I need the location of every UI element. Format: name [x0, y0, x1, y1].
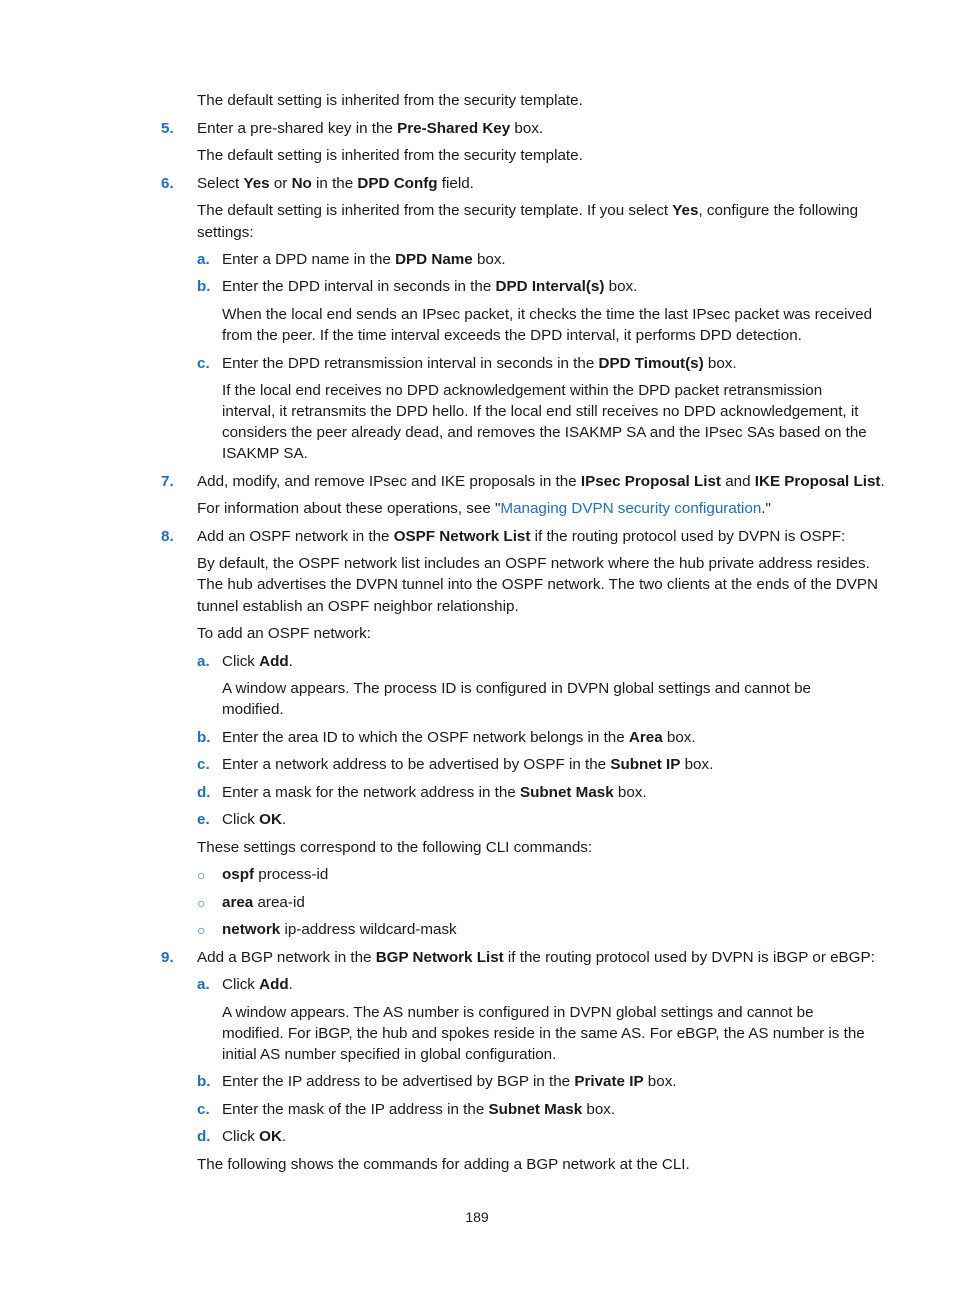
text-run: ospf	[222, 866, 255, 883]
text-line	[197, 1156, 690, 1174]
text-run: .	[281, 1128, 287, 1145]
text-line	[222, 653, 293, 671]
text-line	[197, 528, 845, 546]
text-run: network	[222, 921, 281, 938]
list-marker: 9.	[161, 949, 174, 966]
text-run: Enter the IP address to be advertised by BGP in the	[222, 1073, 575, 1090]
text-run: tunnel establish an OSPF neighbor relationship.	[197, 598, 519, 615]
text-run: No	[291, 175, 312, 192]
text-run: , configure the following	[698, 202, 859, 219]
text-line	[222, 1004, 814, 1022]
text-run: Click	[222, 653, 260, 670]
text-run: ISAKMP SA.	[222, 445, 308, 462]
list-marker: b.	[197, 1073, 211, 1090]
text-line	[222, 278, 637, 296]
text-run: box.	[613, 784, 647, 801]
text-run: .	[281, 811, 287, 828]
text-line	[197, 555, 870, 573]
text-run: Enter the area ID to which the OSPF network belongs in the	[222, 729, 629, 746]
text-run: modified. For iBGP, the hub and spokes reside in the same AS. For eBGP, the AS number is the	[222, 1025, 865, 1042]
text-line	[222, 327, 802, 345]
text-line	[197, 147, 583, 165]
text-run: DPD Name	[395, 251, 473, 268]
text-run: field.	[437, 175, 474, 192]
text-run: box.	[510, 120, 544, 137]
text-run: modified.	[222, 701, 284, 718]
text-run: A window appears. The AS number is configured in DVPN global settings and cannot be	[222, 1004, 814, 1021]
text-run: DPD Confg	[357, 175, 438, 192]
text-run: Enter a network address to be advertised by OSPF in the	[222, 756, 611, 773]
text-run: process-id	[254, 866, 329, 883]
list-marker: b.	[197, 729, 211, 746]
text-run: Add an OSPF network in the	[197, 528, 394, 545]
text-run: To add an OSPF network:	[197, 625, 371, 642]
text-run: Click	[222, 1128, 260, 1145]
text-run: Enter the DPD interval in seconds in the	[222, 278, 496, 295]
text-run: When the local end sends an IPsec packet, it checks the time the last IPsec packet was received	[222, 306, 873, 323]
list-marker: d.	[197, 784, 211, 801]
text-run: settings:	[197, 224, 254, 241]
text-line	[222, 251, 506, 269]
text-run: if the routing protocol used by DVPN is iBGP or eBGP:	[503, 949, 875, 966]
text-run: initial AS number specified in global configuration.	[222, 1046, 557, 1063]
text-line	[222, 355, 737, 373]
text-line	[222, 1025, 865, 1043]
text-line	[222, 445, 308, 463]
text-line	[222, 424, 867, 442]
list-marker: a.	[197, 653, 210, 670]
text-line	[222, 921, 457, 939]
list-marker: a.	[197, 251, 210, 268]
text-run: Add, modify, and remove IPsec and IKE proposals in the	[197, 473, 581, 490]
text-line	[222, 306, 872, 324]
text-line	[222, 403, 858, 421]
text-line	[222, 680, 811, 698]
text-run: .	[880, 473, 885, 490]
text-run: OK	[259, 1128, 282, 1145]
text-run: ."	[761, 500, 771, 517]
text-run: area-id	[253, 894, 305, 911]
list-marker: c.	[197, 355, 210, 372]
page-number: 189	[465, 1209, 489, 1225]
text-line	[197, 598, 519, 616]
text-line	[197, 500, 771, 518]
text-run: Enter the DPD retransmission interval in seconds in the	[222, 355, 599, 372]
text-line	[222, 894, 305, 912]
list-marker: e.	[197, 811, 210, 828]
list-marker: b.	[197, 278, 211, 295]
text-run: box.	[680, 756, 714, 773]
text-run: Enter a mask for the network address in the	[222, 784, 520, 801]
bullet-icon: ○	[197, 895, 206, 911]
text-run: DPD Interval(s)	[495, 278, 605, 295]
text-line	[197, 224, 254, 242]
text-run: box.	[703, 355, 737, 372]
text-line	[197, 175, 474, 193]
text-run: Private IP	[574, 1073, 644, 1090]
text-run: The default setting is inherited from the security template.	[197, 92, 583, 109]
text-run: Add	[259, 976, 289, 993]
text-run: in the	[311, 175, 358, 192]
text-line	[222, 866, 328, 884]
text-run: and	[720, 473, 755, 490]
list-marker: a.	[197, 976, 210, 993]
text-run: If the local end receives no DPD acknowledgement within the DPD packet retransmission	[222, 382, 823, 399]
text-run: The following shows the commands for adding a BGP network at the CLI.	[197, 1156, 690, 1173]
text-run: Subnet Mask	[488, 1101, 583, 1118]
list-marker: 8.	[161, 528, 174, 545]
text-line	[222, 756, 713, 774]
text-run: Yes	[672, 202, 699, 219]
text-line	[197, 92, 583, 110]
text-run: The hub advertises the DVPN tunnel into the OSPF network. The two clients at the ends of the DVPN	[197, 576, 878, 593]
bullet-icon: ○	[197, 867, 206, 883]
text-line	[197, 949, 875, 967]
cross-reference-link[interactable]: Managing DVPN security configuration	[500, 500, 762, 517]
text-line	[222, 784, 647, 802]
text-run: Pre-Shared Key	[397, 120, 511, 137]
text-run: IKE Proposal List	[754, 473, 881, 490]
text-line	[197, 202, 858, 220]
bullet-icon: ○	[197, 922, 206, 938]
text-run: Add a BGP network in the	[197, 949, 376, 966]
list-marker: 6.	[161, 175, 174, 192]
text-run: The default setting is inherited from the security template. If you select	[197, 202, 673, 219]
text-run: ip-address wildcard-mask	[280, 921, 457, 938]
text-run: interval, it retransmits the DPD hello. If the local end still receives no DPD acknowledgement, it	[222, 403, 859, 420]
text-line	[222, 729, 696, 747]
text-line	[222, 811, 286, 829]
text-run: Area	[628, 729, 663, 746]
text-line	[222, 701, 284, 719]
text-run: BGP Network List	[375, 949, 504, 966]
text-run: These settings correspond to the following CLI commands:	[197, 839, 593, 856]
text-run: area	[222, 894, 254, 911]
text-run: considers the peer already dead, and removes the ISAKMP SA and the IPsec SAs based on the	[222, 424, 867, 441]
text-run: IPsec Proposal List	[580, 473, 721, 490]
text-line	[197, 120, 543, 138]
list-marker: 7.	[161, 473, 174, 490]
text-line	[222, 1073, 677, 1091]
list-marker: c.	[197, 1101, 210, 1118]
text-run: Subnet IP	[610, 756, 681, 773]
text-run: Enter a DPD name in the	[222, 251, 396, 268]
text-line	[197, 473, 885, 491]
list-marker: d.	[197, 1128, 211, 1145]
text-run: Click	[222, 976, 260, 993]
list-marker: c.	[197, 756, 210, 773]
text-run: The default setting is inherited from the security template.	[197, 147, 583, 164]
text-run: For information about these operations, see "	[197, 500, 501, 517]
text-line	[222, 1128, 286, 1146]
text-run: Enter a pre-shared key in the	[197, 120, 398, 137]
text-run: OK	[259, 811, 282, 828]
text-run: box.	[472, 251, 506, 268]
text-run: .	[288, 976, 293, 993]
text-line	[197, 576, 878, 594]
text-run: or	[269, 175, 292, 192]
text-run: Yes	[243, 175, 270, 192]
text-line	[197, 839, 592, 857]
text-run: DPD Timout(s)	[598, 355, 704, 372]
text-run: Select	[197, 175, 244, 192]
text-run: OSPF Network List	[393, 528, 531, 545]
text-line	[222, 1046, 556, 1064]
text-run: Click	[222, 811, 260, 828]
text-line	[222, 382, 822, 400]
text-run: from the peer. If the time interval exceeds the DPD interval, it performs DPD detection.	[222, 327, 802, 344]
text-run: By default, the OSPF network list includes an OSPF network where the hub private address resides.	[197, 555, 870, 572]
text-run: box.	[643, 1073, 677, 1090]
text-run: Enter the mask of the IP address in the	[222, 1101, 489, 1118]
text-run: box.	[604, 278, 638, 295]
text-line	[222, 976, 293, 994]
list-marker: 5.	[161, 120, 174, 137]
text-run: Add	[259, 653, 289, 670]
text-run: if the routing protocol used by DVPN is OSPF:	[530, 528, 846, 545]
text-run: .	[288, 653, 293, 670]
text-run: box.	[662, 729, 696, 746]
text-line	[197, 625, 371, 643]
text-run: box.	[582, 1101, 616, 1118]
text-run: A window appears. The process ID is configured in DVPN global settings and cannot be	[222, 680, 811, 697]
text-run: Subnet Mask	[520, 784, 614, 801]
text-line	[222, 1101, 615, 1119]
